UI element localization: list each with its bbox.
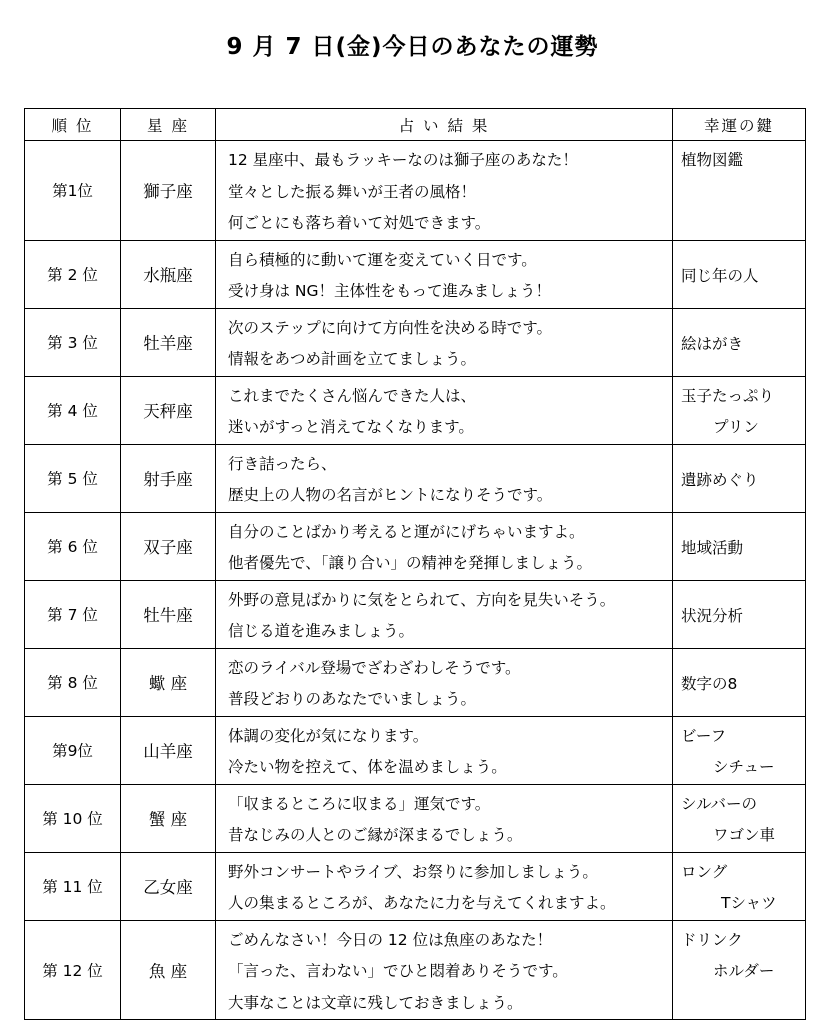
sign-cell: 水瓶座: [121, 240, 216, 308]
lucky-cell: [673, 512, 806, 580]
lucky-line: 数字の8: [681, 674, 738, 693]
sign-cell: 山羊座: [121, 716, 216, 784]
sign-cell: 射手座: [121, 444, 216, 512]
lucky-line: ビーフ: [681, 726, 727, 745]
fortune-line: 他者優先で、「譲り合い」の精神を発揮しましょう。: [228, 554, 592, 572]
sign-cell: 双子座: [121, 512, 216, 580]
rank-cell: 第 4 位: [25, 376, 121, 444]
lucky-line: 植物図鑑: [681, 151, 744, 169]
lucky-line: シルバーの: [681, 794, 758, 813]
header-sign: 星 座: [121, 109, 216, 141]
fortune-line: 情報をあつめ計画を立てましょう。: [228, 350, 477, 368]
rank-cell: 第 10 位: [25, 784, 121, 852]
rank-cell: 第 11 位: [25, 852, 121, 920]
sign-cell: 獅子座: [121, 141, 216, 241]
fortune-line: 野外コンサートやライブ、お祭りに参加しましょう。: [228, 862, 598, 881]
lucky-cell: [673, 920, 806, 1020]
lucky-line: 地域活動: [681, 538, 744, 557]
lucky-cell: [673, 141, 806, 241]
lucky-line: プリン: [713, 417, 759, 436]
lucky-cell: [673, 716, 806, 784]
sign-cell: 蠍 座: [121, 648, 216, 716]
fortune-line: 行き詰ったら、: [228, 454, 337, 473]
table-row: [25, 852, 806, 920]
fortune-table: [24, 108, 806, 1020]
fortune-cell: [216, 444, 673, 512]
fortune-line: 迷いがすっと消えてなくなります。: [228, 418, 474, 436]
lucky-line: 同じ年の人: [681, 266, 759, 285]
lucky-line: 遺跡めぐり: [681, 470, 759, 489]
lucky-line: ワゴン車: [713, 825, 776, 844]
lucky-line: 玉子たっぷり: [681, 386, 775, 405]
sign-cell: 天秤座: [121, 376, 216, 444]
sign-cell: 蟹 座: [121, 784, 216, 852]
rank-cell: 第 2 位: [25, 240, 121, 308]
table-row: [25, 648, 806, 716]
fortune-cell: [216, 784, 673, 852]
rank-cell: 第 3 位: [25, 308, 121, 376]
lucky-cell: [673, 580, 806, 648]
fortune-line: 受け身は NG！主体性をもって進みましょう！: [228, 282, 552, 300]
lucky-cell: [673, 852, 806, 920]
table-row: [25, 141, 806, 241]
fortune-line: 恋のライバル登場でざわざわしそうです。: [228, 658, 521, 677]
fortune-line: ごめんなさい！今日の 12 位は魚座のあなた！: [228, 930, 553, 949]
fortune-line: これまでたくさん悩んできた人は、: [228, 386, 477, 405]
fortune-line: 信じる道を進みましょう。: [228, 622, 415, 640]
rank-cell: 第9位: [25, 716, 121, 784]
fortune-line: 次のステップに向けて方向性を決める時です。: [228, 318, 552, 337]
table-row: [25, 444, 806, 512]
fortune-line: 冷たい物を控えて、体を温めましょう。: [228, 758, 507, 776]
fortune-line: 体調の変化が気になります。: [228, 726, 429, 745]
fortune-cell: [216, 376, 673, 444]
lucky-cell: [673, 444, 806, 512]
fortune-cell: [216, 716, 673, 784]
rank-cell: 第 8 位: [25, 648, 121, 716]
lucky-cell: [673, 376, 806, 444]
table-header-row: [25, 109, 806, 141]
header-rank: 順 位: [25, 109, 121, 141]
fortune-line: 何ごとにも落ち着いて対処できます。: [228, 214, 491, 232]
lucky-line: シチュー: [713, 757, 775, 776]
fortune-line: 堂々とした振る舞いが王者の風格！: [228, 182, 477, 201]
lucky-cell: [673, 648, 806, 716]
lucky-line: ホルダー: [713, 961, 775, 980]
table-row: [25, 580, 806, 648]
rank-cell: 第 12 位: [25, 920, 121, 1020]
fortune-line: 大事なことは文章に残しておきましょう。: [228, 993, 523, 1012]
rank-cell: 第1位: [25, 141, 121, 241]
fortune-line: 自ら積極的に動いて運を変えていく日です。: [228, 250, 537, 269]
table-row: [25, 240, 806, 308]
fortune-line: 歴史上の人物の名言がヒントになりそうです。: [228, 486, 553, 504]
table-row: [25, 784, 806, 852]
header-lucky: 幸運の鍵: [673, 109, 806, 141]
fortune-cell: [216, 141, 673, 241]
lucky-line: 絵はがき: [681, 334, 744, 353]
rank-cell: 第 6 位: [25, 512, 121, 580]
header-fortune: 占 い 結 果: [216, 109, 673, 141]
fortune-cell: [216, 240, 673, 308]
table-row: [25, 512, 806, 580]
fortune-cell: [216, 308, 673, 376]
lucky-line: ドリンク: [681, 930, 743, 949]
rank-cell: 第 5 位: [25, 444, 121, 512]
lucky-line: 状況分析: [681, 606, 744, 625]
lucky-line: Tシャツ: [721, 893, 777, 912]
fortune-line: 外野の意見ばかりに気をとられて、方向を見失いそう。: [228, 590, 616, 609]
fortune-line: 人の集まるところが、あなたに力を与えてくれますよ。: [228, 894, 616, 912]
page-title: 9 月 7 日(金)今日のあなたの運勢: [226, 34, 599, 60]
lucky-line: ロング: [681, 862, 728, 881]
sign-cell: 牡羊座: [121, 308, 216, 376]
lucky-cell: [673, 240, 806, 308]
fortune-cell: [216, 580, 673, 648]
fortune-cell: [216, 920, 673, 1020]
fortune-line: 普段どおりのあなたでいましょう。: [228, 690, 477, 708]
table-row: [25, 376, 806, 444]
table-row: [25, 716, 806, 784]
table-row: [25, 308, 806, 376]
table-row: [25, 920, 806, 1020]
sign-cell: 牡牛座: [121, 580, 216, 648]
fortune-line: 昔なじみの人とのご縁が深まるでしょう。: [228, 826, 523, 844]
fortune-line: 自分のことばかり考えると運がにげちゃいますよ。: [228, 522, 585, 541]
rank-cell: 第 7 位: [25, 580, 121, 648]
lucky-cell: [673, 784, 806, 852]
lucky-cell: [673, 308, 806, 376]
fortune-line: 「収まるところに収まる」運気です。: [228, 794, 491, 813]
fortune-line: 12 星座中、最もラッキーなのは獅子座のあなた！: [228, 151, 578, 169]
sign-cell: 乙女座: [121, 852, 216, 920]
fortune-line: 「言った、言わない」でひと悶着ありそうです。: [228, 962, 568, 980]
sign-cell: 魚 座: [121, 920, 216, 1020]
fortune-cell: [216, 512, 673, 580]
fortune-cell: [216, 648, 673, 716]
fortune-cell: [216, 852, 673, 920]
